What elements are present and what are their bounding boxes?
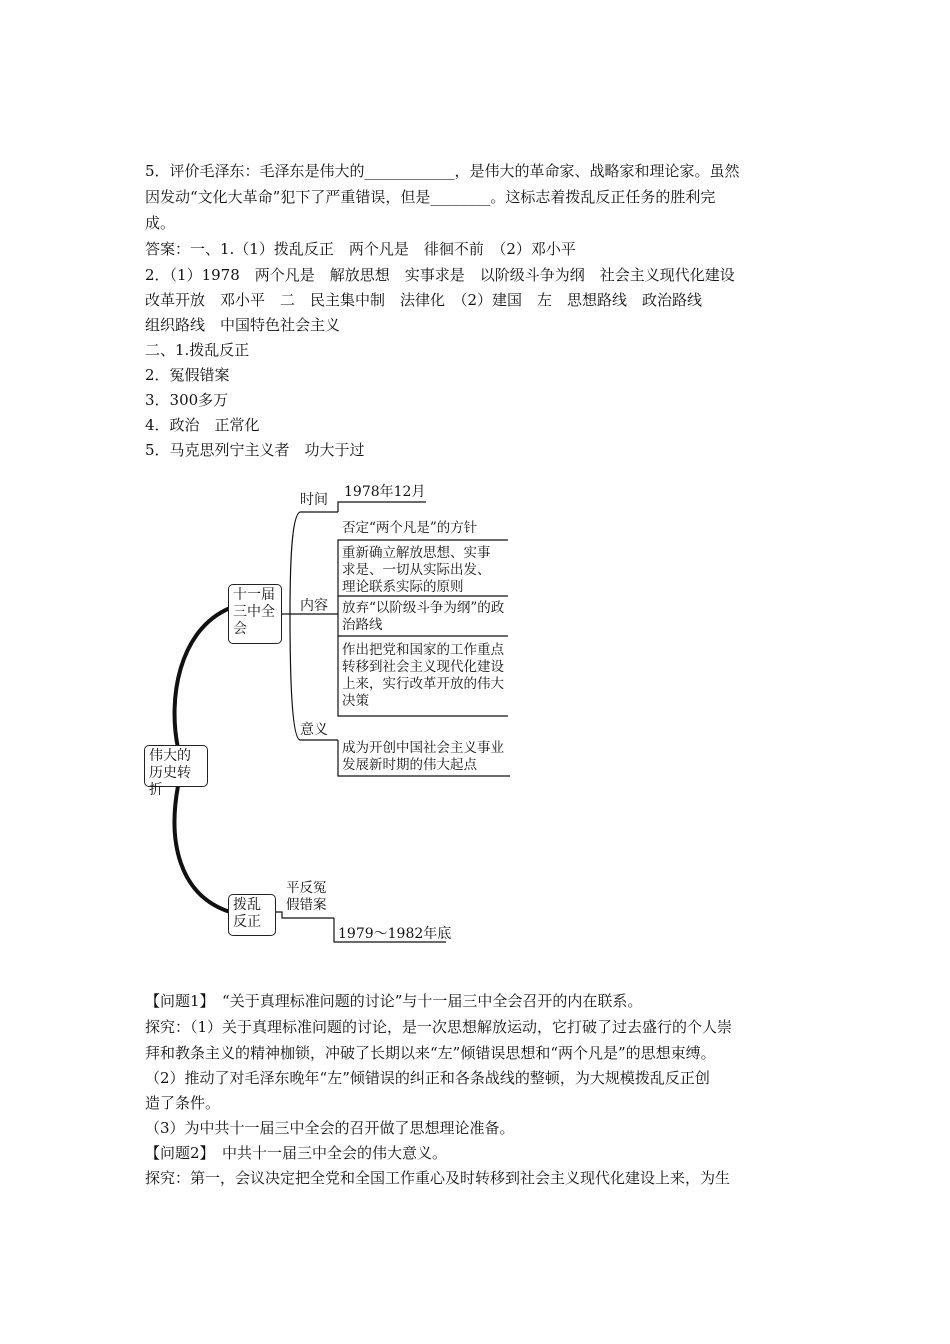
trunk-lower xyxy=(175,786,230,912)
text-line: （3）为中共十一届三中全会的召开做了思想理论准备。 xyxy=(145,1119,515,1137)
answer-line: 答案：一、1.（1）拨乱反正 两个凡是 徘徊不前 （2）邓小平 xyxy=(145,240,576,258)
text-line: 成。 xyxy=(145,214,176,232)
trunk-upper xyxy=(175,608,230,748)
content-item: 放弃“以阶级斗争为纲”的政治路线 xyxy=(342,600,505,633)
answer-line: 2．（1）1978 两个凡是 解放思想 实事求是 以阶级斗争为纲 社会主义现代化建设 xyxy=(145,266,735,284)
answer-line: 3．300多万 xyxy=(145,391,229,409)
answer-line: 5．马克思列宁主义者 功大于过 xyxy=(145,441,365,459)
answer-line: 组织路线 中国特色社会主义 xyxy=(145,316,341,334)
branch-node-rectification xyxy=(228,894,276,936)
root-label: 伟大的历史转折 xyxy=(149,748,191,798)
text-line: 5．评价毛泽东：毛泽东是伟大的____________，是伟大的革命家、战略家和理论家。虽然 xyxy=(145,162,740,180)
rehab-period: 1979～1982年底 xyxy=(338,926,452,942)
rehab-label: 平反冤假错案 xyxy=(286,880,327,913)
answer-line: 2．冤假错案 xyxy=(145,366,230,384)
meaning-label: 意义 xyxy=(300,722,328,738)
root-node xyxy=(144,745,208,798)
time-label: 时间 xyxy=(300,492,328,508)
time-underline xyxy=(338,502,426,512)
text-line: 因发动“文化大革命”犯下了严重错误，但是________。这标志着拨乱反正任务的胜利完 xyxy=(145,188,716,206)
text-line: 探究：第一，会议决定把全党和全国工作重心及时转移到社会主义现代化建设上来，为生 xyxy=(145,1169,731,1187)
meaning-value: 成为开创中国社会主义事业发展新时期的伟大起点 xyxy=(342,740,504,773)
time-value: 1978年12月 xyxy=(344,484,426,500)
content-item: 作出把党和国家的工作重点转移到社会主义现代化建设上来，实行改革开放的伟大决策 xyxy=(342,642,504,709)
text-line: （2）推动了对毛泽东晚年“左”倾错误的纠正和各条战线的整顿，为大规模拨乱反正创 xyxy=(145,1069,710,1087)
question-heading: 【问题1】 “关于真理标准问题的讨论”与十一届三中全会召开的内在联系。 xyxy=(145,992,643,1010)
content-item: 否定“两个凡是”的方针 xyxy=(342,520,478,536)
content-item: 重新确立解放思想、实事求是、一切从实际出发、理论联系实际的原则 xyxy=(342,545,491,595)
content-label: 内容 xyxy=(300,598,328,614)
branch-node-plenary xyxy=(228,584,282,644)
branch-label: 十一届三中全会 xyxy=(233,587,275,637)
answer-line: 二、1.拨乱反正 xyxy=(145,341,250,359)
text-line: 探究：（1）关于真理标准问题的讨论，是一次思想解放运动，它打破了过去盛行的个人崇 xyxy=(145,1018,733,1036)
question-heading: 【问题2】 中共十一届三中全会的伟大意义。 xyxy=(145,1144,448,1162)
text-line: 造了条件。 xyxy=(145,1094,221,1112)
text-line: 拜和教条主义的精神枷锁，冲破了长期以来“左”倾错误思想和“两个凡是”的思想束缚。 xyxy=(145,1044,716,1062)
branch-label: 拨乱反正 xyxy=(233,897,261,930)
answer-line: 改革开放 邓小平 二 民主集中制 法律化 （2）建国 左 思想路线 政治路线 xyxy=(145,291,703,309)
answer-line: 4．政治 正常化 xyxy=(145,416,260,434)
